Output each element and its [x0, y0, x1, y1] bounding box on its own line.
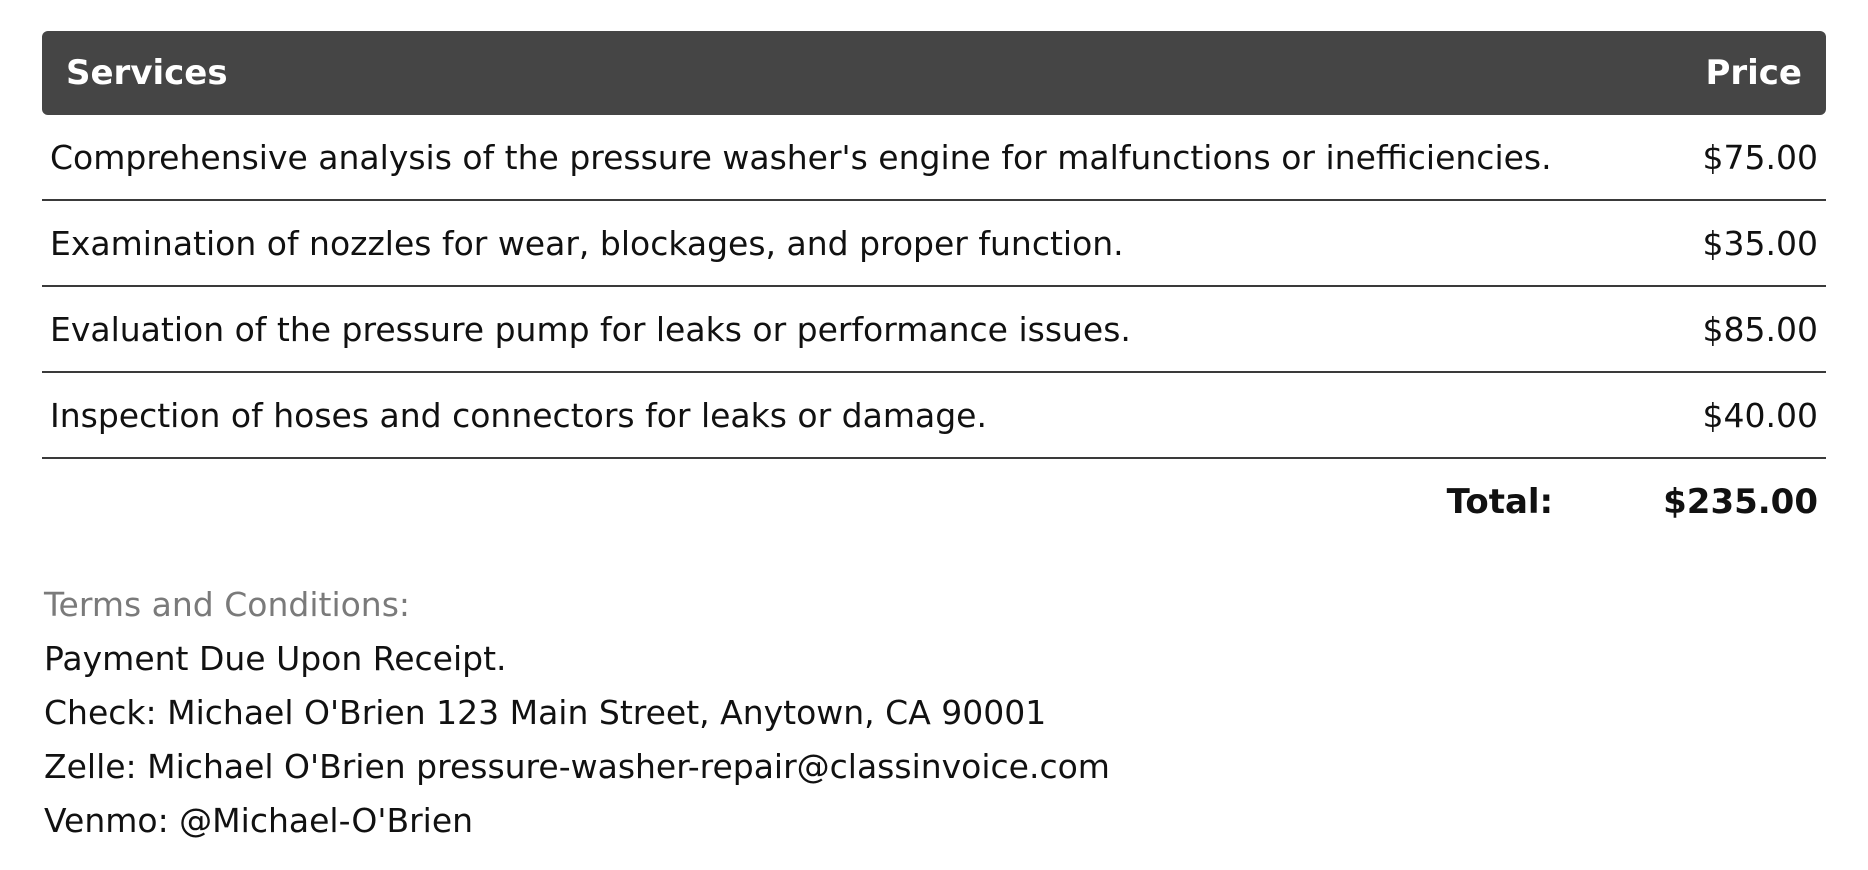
service-rows [42, 115, 1826, 459]
service-description: Comprehensive analysis of the pressure washer's engine for malfunctions or inefficiencies. [50, 137, 1552, 177]
services-column-header: Services [66, 53, 228, 93]
price-column-header: Price [1705, 53, 1802, 93]
table-row [42, 373, 1826, 459]
service-description: Evaluation of the pressure pump for leaks or performance issues. [50, 309, 1131, 349]
table-row [42, 115, 1826, 201]
terms-heading: Terms and Conditions: [44, 585, 411, 624]
service-description: Examination of nozzles for wear, blockages, and proper function. [50, 223, 1124, 263]
service-price: $85.00 [1702, 309, 1818, 349]
service-description: Inspection of hoses and connectors for leaks or damage. [50, 395, 987, 435]
table-header [42, 31, 1826, 115]
table-row [42, 201, 1826, 287]
total-label: Total: [1446, 482, 1554, 522]
total-value: $235.00 [1663, 482, 1818, 522]
total-row [42, 459, 1826, 545]
terms-zelle-line: Zelle: Michael O'Brien pressure-washer-repair@classinvoice.com [44, 747, 1110, 786]
invoice-services-table [42, 31, 1826, 545]
service-price: $35.00 [1702, 223, 1818, 263]
terms-check-line: Check: Michael O'Brien 123 Main Street, Anytown, CA 90001 [44, 693, 1047, 732]
terms-and-conditions [44, 578, 1110, 848]
terms-payment-line: Payment Due Upon Receipt. [44, 639, 507, 678]
service-price: $75.00 [1702, 137, 1818, 177]
table-row [42, 287, 1826, 373]
service-price: $40.00 [1702, 395, 1818, 435]
terms-venmo-line: Venmo: @Michael-O'Brien [44, 801, 474, 840]
